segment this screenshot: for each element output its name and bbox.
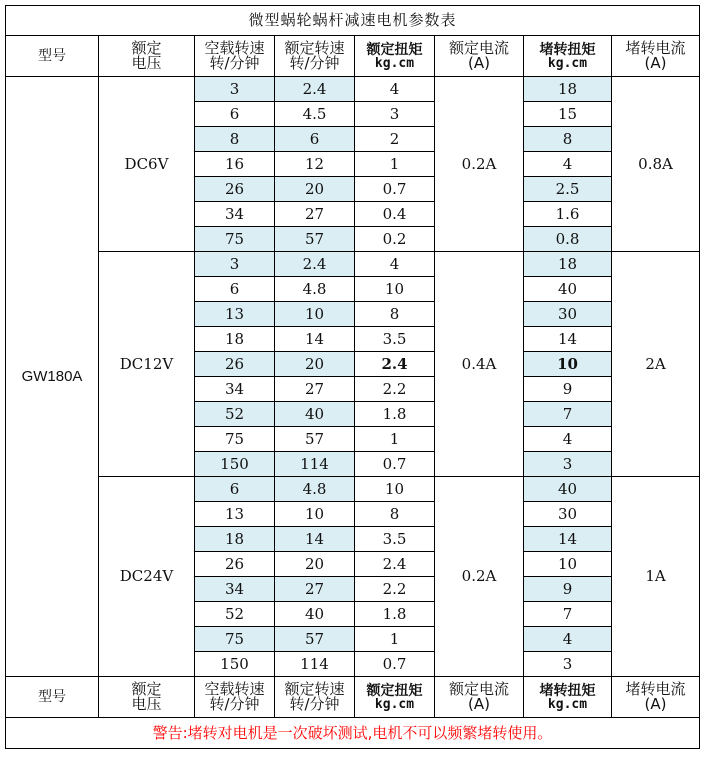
header-no-load-speed-bottom bbox=[195, 677, 275, 718]
rated-torque-cell: 2 bbox=[355, 127, 435, 152]
stall-torque-cell: 2.5 bbox=[524, 177, 612, 202]
header-rated-voltage-line: 额定 bbox=[131, 39, 162, 57]
stall-torque-cell: 4 bbox=[524, 152, 612, 177]
header-model: 型号 bbox=[6, 36, 99, 77]
header-row bbox=[6, 36, 700, 77]
header-rated-current-line: (A) bbox=[468, 54, 490, 72]
no-load-speed-cell: 26 bbox=[195, 352, 275, 377]
header-stall-current-line: 堵转电流 bbox=[625, 680, 686, 698]
rated-torque-cell: 0.4 bbox=[355, 202, 435, 227]
parameter-table bbox=[5, 5, 700, 749]
rated-speed-cell: 6 bbox=[275, 127, 355, 152]
rated-torque-cell: 10 bbox=[355, 277, 435, 302]
rated-current-cell: 0.2A bbox=[435, 477, 524, 677]
no-load-speed-cell: 52 bbox=[195, 402, 275, 427]
header-rated-voltage bbox=[99, 36, 195, 77]
voltage-cell: DC24V bbox=[99, 477, 195, 677]
header-row-bottom bbox=[6, 677, 700, 718]
header-rated-current-bottom bbox=[435, 677, 524, 718]
header-rated-voltage-bottom bbox=[99, 677, 195, 718]
rated-torque-cell: 8 bbox=[355, 302, 435, 327]
rated-torque-cell: 8 bbox=[355, 502, 435, 527]
header-rated-torque-line: kg.cm bbox=[374, 55, 415, 71]
header-rated-current-line: 额定电流 bbox=[448, 680, 509, 698]
header-stall-torque-line: 堵转扭矩 bbox=[539, 682, 596, 699]
rated-torque-cell: 0.7 bbox=[355, 177, 435, 202]
stall-torque-cell: 14 bbox=[524, 327, 612, 352]
stall-torque-cell: 30 bbox=[524, 502, 612, 527]
no-load-speed-cell: 13 bbox=[195, 302, 275, 327]
stall-torque-cell: 14 bbox=[524, 527, 612, 552]
no-load-speed-cell: 6 bbox=[195, 102, 275, 127]
rated-torque-cell: 10 bbox=[355, 477, 435, 502]
no-load-speed-cell: 13 bbox=[195, 502, 275, 527]
rated-speed-cell: 27 bbox=[275, 202, 355, 227]
no-load-speed-cell: 8 bbox=[195, 127, 275, 152]
stall-torque-cell: 7 bbox=[524, 402, 612, 427]
stall-torque-cell: 0.8 bbox=[524, 227, 612, 252]
stall-torque-cell: 8 bbox=[524, 127, 612, 152]
rated-current-cell: 0.2A bbox=[435, 77, 524, 252]
rated-speed-cell: 12 bbox=[275, 152, 355, 177]
rated-torque-cell: 2.4 bbox=[355, 352, 435, 377]
rated-speed-cell: 57 bbox=[275, 227, 355, 252]
header-rated-speed-bottom bbox=[275, 677, 355, 718]
header-stall-current-line: 堵转电流 bbox=[625, 39, 686, 57]
stall-torque-cell: 30 bbox=[524, 302, 612, 327]
stall-torque-cell: 10 bbox=[524, 552, 612, 577]
header-model-bottom: 型号 bbox=[6, 677, 99, 718]
rated-torque-cell: 0.7 bbox=[355, 452, 435, 477]
no-load-speed-cell: 16 bbox=[195, 152, 275, 177]
rated-speed-cell: 14 bbox=[275, 527, 355, 552]
stall-current-cell: 1A bbox=[612, 477, 700, 677]
rated-speed-cell: 14 bbox=[275, 327, 355, 352]
no-load-speed-cell: 3 bbox=[195, 77, 275, 102]
header-rated-torque-line: 额定扭矩 bbox=[366, 41, 423, 58]
voltage-cell: DC12V bbox=[99, 252, 195, 477]
header-stall-current-line: (A) bbox=[644, 695, 667, 713]
rated-torque-cell: 0.7 bbox=[355, 652, 435, 677]
no-load-speed-cell: 26 bbox=[195, 552, 275, 577]
stall-torque-cell: 9 bbox=[524, 377, 612, 402]
rated-torque-cell: 1.8 bbox=[355, 402, 435, 427]
no-load-speed-cell: 75 bbox=[195, 227, 275, 252]
no-load-speed-cell: 75 bbox=[195, 627, 275, 652]
no-load-speed-cell: 18 bbox=[195, 327, 275, 352]
stall-torque-cell: 15 bbox=[524, 102, 612, 127]
warning-row bbox=[6, 718, 700, 749]
header-rated-speed-line: 额定转速 bbox=[284, 680, 345, 698]
no-load-speed-cell: 34 bbox=[195, 202, 275, 227]
rated-torque-cell: 3.5 bbox=[355, 527, 435, 552]
rated-speed-cell: 2.4 bbox=[275, 252, 355, 277]
header-rated-voltage-line: 额定 bbox=[131, 680, 162, 698]
header-stall-torque-bottom bbox=[524, 677, 612, 718]
no-load-speed-cell: 18 bbox=[195, 527, 275, 552]
header-stall-current bbox=[612, 36, 700, 77]
table-row bbox=[6, 477, 700, 502]
header-rated-torque-line: 额定扭矩 bbox=[366, 682, 423, 699]
stall-torque-cell: 4 bbox=[524, 627, 612, 652]
header-stall-torque-line: kg.cm bbox=[547, 696, 588, 712]
header-stall-current-line: (A) bbox=[644, 54, 667, 72]
header-rated-torque bbox=[355, 36, 435, 77]
warning-text: 警告:堵转对电机是一次破坏测试,电机不可以频繁堵转使用。 bbox=[6, 718, 700, 749]
header-no-load-speed bbox=[195, 36, 275, 77]
no-load-speed-cell: 6 bbox=[195, 277, 275, 302]
header-rated-speed bbox=[275, 36, 355, 77]
no-load-speed-cell: 75 bbox=[195, 427, 275, 452]
rated-torque-cell: 1.8 bbox=[355, 602, 435, 627]
rated-speed-cell: 114 bbox=[275, 652, 355, 677]
no-load-speed-cell: 150 bbox=[195, 652, 275, 677]
voltage-cell: DC6V bbox=[99, 77, 195, 252]
rated-speed-cell: 20 bbox=[275, 352, 355, 377]
stall-torque-cell: 40 bbox=[524, 477, 612, 502]
header-rated-current bbox=[435, 36, 524, 77]
rated-torque-cell: 1 bbox=[355, 152, 435, 177]
rated-speed-cell: 20 bbox=[275, 552, 355, 577]
rated-speed-cell: 57 bbox=[275, 627, 355, 652]
rated-torque-cell: 3 bbox=[355, 102, 435, 127]
rated-speed-cell: 4.8 bbox=[275, 477, 355, 502]
header-no-load-speed-line: 转/分钟 bbox=[209, 695, 260, 713]
header-no-load-speed-line: 空载转速 bbox=[204, 39, 265, 57]
stall-torque-cell: 18 bbox=[524, 77, 612, 102]
stall-torque-cell: 4 bbox=[524, 427, 612, 452]
stall-torque-cell: 3 bbox=[524, 452, 612, 477]
table-title: 微型蜗轮蜗杆减速电机参数表 bbox=[6, 6, 700, 36]
no-load-speed-cell: 26 bbox=[195, 177, 275, 202]
header-rated-speed-line: 转/分钟 bbox=[289, 695, 340, 713]
stall-torque-cell: 1.6 bbox=[524, 202, 612, 227]
stall-torque-cell: 40 bbox=[524, 277, 612, 302]
spec-sheet bbox=[5, 5, 700, 749]
rated-torque-cell: 4 bbox=[355, 77, 435, 102]
header-stall-current-bottom bbox=[612, 677, 700, 718]
rated-speed-cell: 57 bbox=[275, 427, 355, 452]
header-rated-voltage-line: 电压 bbox=[131, 695, 162, 713]
header-rated-torque-bottom bbox=[355, 677, 435, 718]
header-stall-torque-line: kg.cm bbox=[547, 55, 588, 71]
rated-torque-cell: 3.5 bbox=[355, 327, 435, 352]
no-load-speed-cell: 52 bbox=[195, 602, 275, 627]
rated-torque-cell: 1 bbox=[355, 427, 435, 452]
header-rated-current-line: (A) bbox=[468, 695, 490, 713]
stall-torque-cell: 3 bbox=[524, 652, 612, 677]
rated-speed-cell: 4.8 bbox=[275, 277, 355, 302]
header-rated-current-line: 额定电流 bbox=[448, 39, 509, 57]
header-rated-speed-line: 额定转速 bbox=[284, 39, 345, 57]
rated-speed-cell: 40 bbox=[275, 602, 355, 627]
rated-torque-cell: 1 bbox=[355, 627, 435, 652]
stall-torque-cell: 9 bbox=[524, 577, 612, 602]
rated-speed-cell: 10 bbox=[275, 502, 355, 527]
stall-current-cell: 0.8A bbox=[612, 77, 700, 252]
no-load-speed-cell: 3 bbox=[195, 252, 275, 277]
model-cell: GW180A bbox=[6, 77, 99, 677]
header-no-load-speed-line: 转/分钟 bbox=[209, 54, 260, 72]
rated-speed-cell: 2.4 bbox=[275, 77, 355, 102]
rated-speed-cell: 27 bbox=[275, 377, 355, 402]
stall-torque-cell: 18 bbox=[524, 252, 612, 277]
rated-speed-cell: 10 bbox=[275, 302, 355, 327]
rated-torque-cell: 0.2 bbox=[355, 227, 435, 252]
no-load-speed-cell: 34 bbox=[195, 377, 275, 402]
stall-torque-cell: 10 bbox=[524, 352, 612, 377]
header-no-load-speed-line: 空载转速 bbox=[204, 680, 265, 698]
rated-torque-cell: 2.2 bbox=[355, 577, 435, 602]
rated-current-cell: 0.4A bbox=[435, 252, 524, 477]
header-stall-torque bbox=[524, 36, 612, 77]
rated-speed-cell: 20 bbox=[275, 177, 355, 202]
header-stall-torque-line: 堵转扭矩 bbox=[539, 41, 596, 58]
rated-torque-cell: 2.4 bbox=[355, 552, 435, 577]
rated-torque-cell: 2.2 bbox=[355, 377, 435, 402]
header-rated-voltage-line: 电压 bbox=[131, 54, 162, 72]
rated-speed-cell: 40 bbox=[275, 402, 355, 427]
table-row bbox=[6, 252, 700, 277]
no-load-speed-cell: 34 bbox=[195, 577, 275, 602]
stall-torque-cell: 7 bbox=[524, 602, 612, 627]
stall-current-cell: 2A bbox=[612, 252, 700, 477]
no-load-speed-cell: 6 bbox=[195, 477, 275, 502]
rated-speed-cell: 4.5 bbox=[275, 102, 355, 127]
rated-torque-cell: 4 bbox=[355, 252, 435, 277]
rated-speed-cell: 114 bbox=[275, 452, 355, 477]
header-rated-speed-line: 转/分钟 bbox=[289, 54, 340, 72]
header-rated-torque-line: kg.cm bbox=[374, 696, 415, 712]
no-load-speed-cell: 150 bbox=[195, 452, 275, 477]
rated-speed-cell: 27 bbox=[275, 577, 355, 602]
table-row bbox=[6, 77, 700, 102]
